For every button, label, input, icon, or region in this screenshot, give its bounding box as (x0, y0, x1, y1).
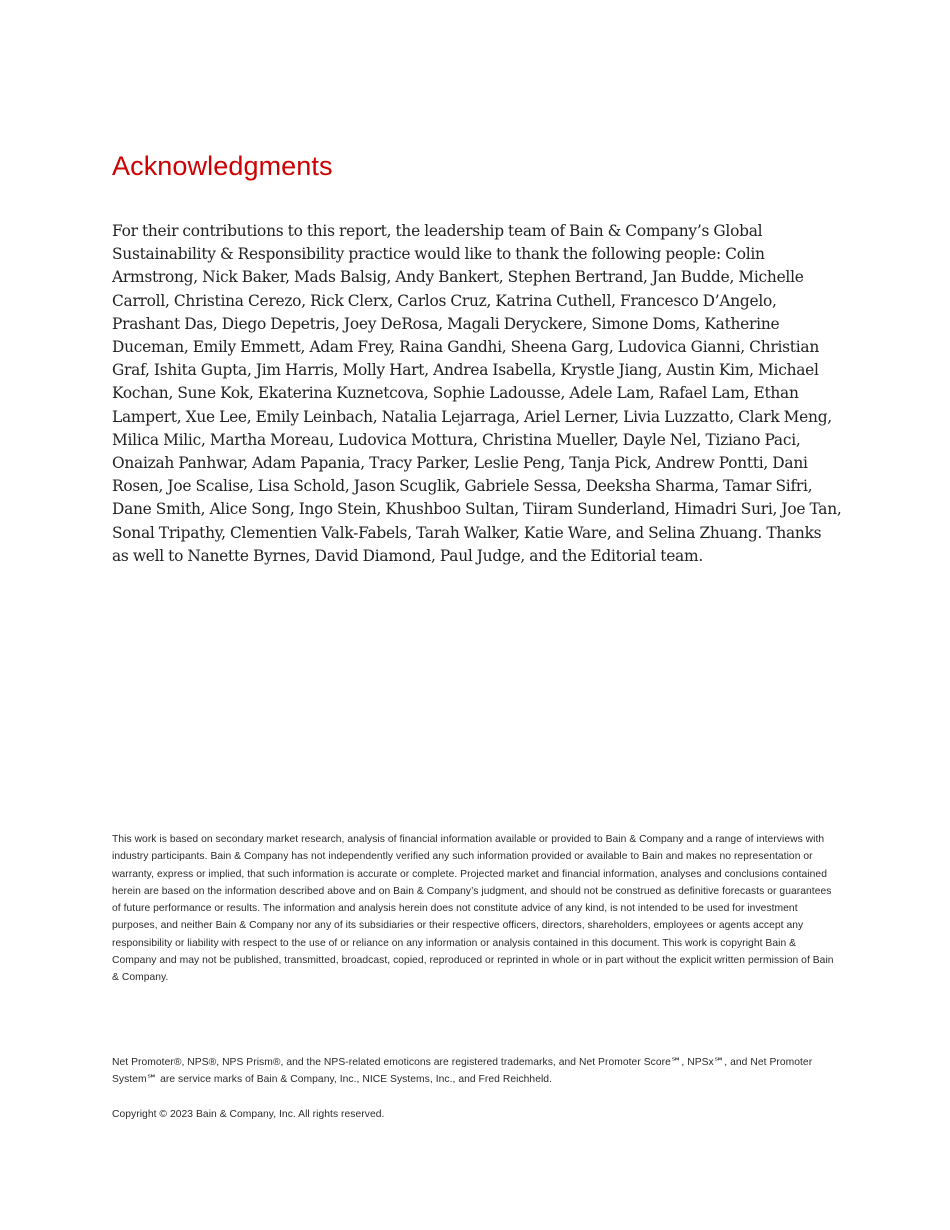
acknowledgments-paragraph: For their contributions to this report, the leadership team of Bain & Company’s Global Sustainability & Responsibility practice would like to thank the following people: Colin Armstrong, Nick Baker, Mads Balsig, Andy Bankert, Stephen Bertrand, Jan Budde, Michelle Carroll, Christina Cerezo, Rick Clerx, Carlos Cruz, Katrina Cuthell, Francesco D’Angelo, Prashant Das, Diego Depetris, Joey DeRosa, Magali Deryckere, Simone Doms, Katherine Duceman, Emily Emmett, Adam Frey, Raina Gandhi, Sheena Garg, Ludovica Gianni, Christian Graf, Ishita Gupta, Jim Harris, Molly Hart, Andrea Isabella, Krystle Jiang, Austin Kim, Michael Kochan, Sune Kok, Ekaterina Kuznetcova, Sophie Ladousse, Adele Lam, Rafael Lam, Ethan Lampert, Xue Lee, Emily Leinbach, Natalia Lejarraga, Ariel Lerner, Livia Luzzatto, Clark Meng, Milica Milic, Martha Moreau, Ludovica Mottura, Christina Mueller, Dayle Nel, Tiziano Paci, Onaizah Panhwar, Adam Papania, Tracy Parker, Leslie Peng, Tanja Pick, Andrew Pontti, Dani Rosen, Joe Scalise, Lisa Schold, Jason Scuglik, Gabriele Sessa, Deeksha Sharma, Tamar Sifri, Dane Smith, Alice Song, Ingo Stein, Khushboo Sultan, Tiiram Sunderland, Himadri Suri, Joe Tan, Sonal Tripathy, Clementien Valk-Fabels, Tarah Walker, Katie Ware, and Selina Zhuang. Thanks as well to Nanette Byrnes, David Diamond, Paul Judge, and the Editorial team. (112, 222, 842, 565)
legal-disclaimer: This work is based on secondary market research, analysis of financial information available or provided to Bain & Company and a range of interviews with industry participants. Bain & Company has not independently verified any such information provided or available to Bain and makes no representation or warranty, express or implied, that such information is accurate or complete. Projected market and financial information, analyses and conclusions contained herein are based on the information described above and on Bain & Company’s judgment, and should not be construed as definitive forecasts or guarantees of future performance or results. The information and analysis herein does not constitute advice of any kind, is not intended to be used for investment purposes, and neither Bain & Company nor any of its subsidiaries or their respective officers, directors, shareholders, employees or agents accept any responsibility or liability with respect to the use of or reliance on any information or analysis contained in this document. This work is copyright Bain & Company and may not be published, transmitted, broadcast, copied, reproduced or reprinted in whole or in part without the explicit written permission of Bain & Company. (112, 834, 834, 984)
trademark-notice: Net Promoter®, NPS®, NPS Prism®, and the NPS-related emoticons are registered trademarks, and Net Promoter Score℠, NPSx℠, and Net Promoter System℠ are service marks of Bain & Company, Inc., NICE Systems, Inc., and Fred Reichheld. (112, 1057, 813, 1086)
page-title: Acknowledgments (112, 151, 333, 181)
copyright-notice: Copyright © 2023 Bain & Company, Inc. All rights reserved. (112, 1109, 385, 1120)
